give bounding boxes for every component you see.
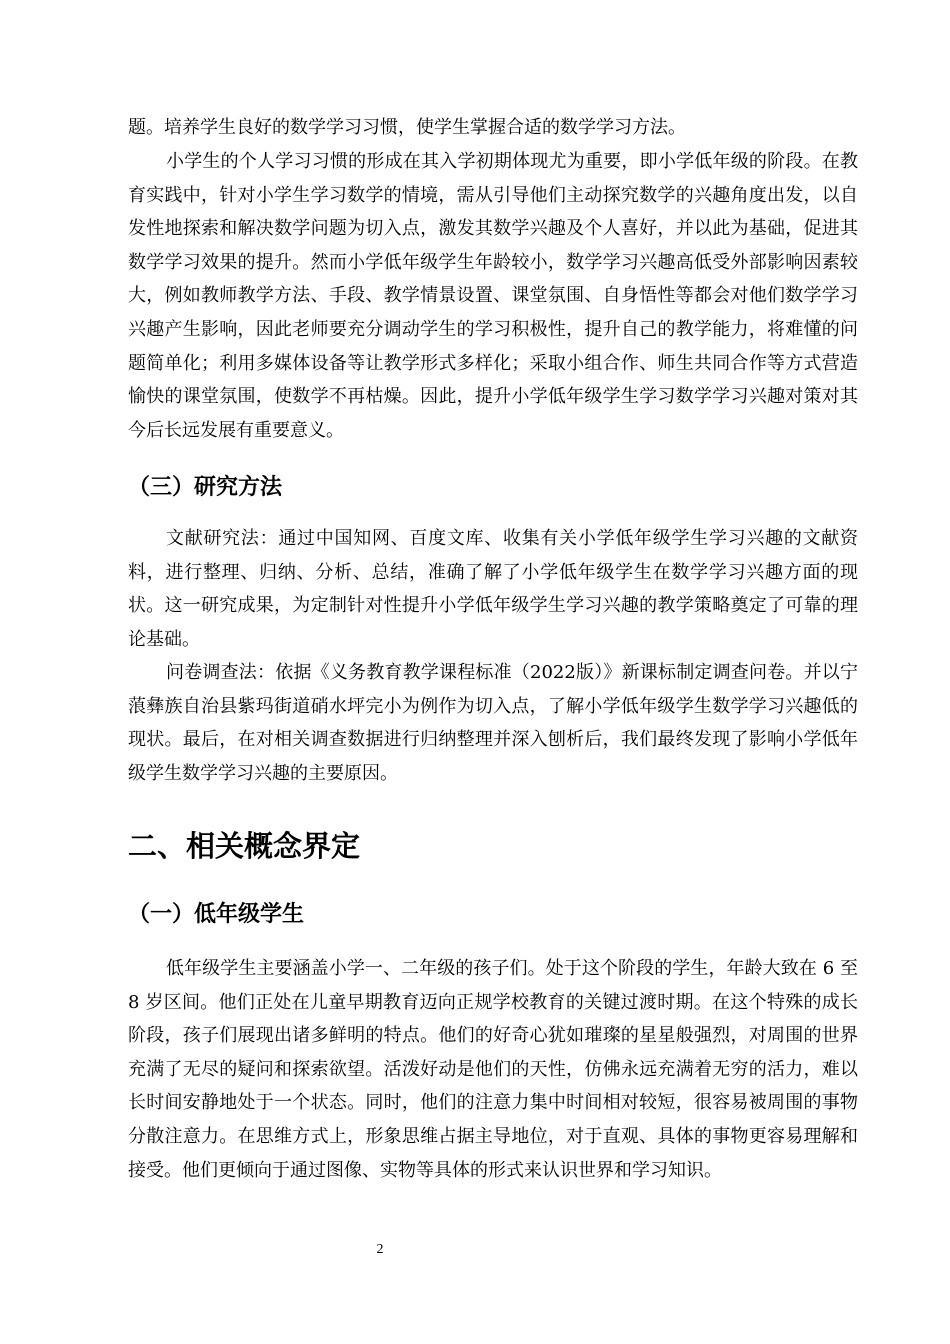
page-number: 2: [376, 1242, 384, 1257]
paragraph-intro-end: 题。培养学生良好的数学学习习惯，使学生掌握合适的数学学习方法。: [128, 117, 686, 138]
paragraph-literature-method: 文献研究法：通过中国知网、百度文库、收集有关小学低年级学生学习兴趣的文献资料，进行整理、归纳、分析、总结，准确了解了小学低年级学生在数学学习兴趣方面的现状。这一研究成果，为定制针对性提升小学低年级学生学习兴趣的教学策略奠定了可靠的理论基础。: [128, 528, 858, 650]
paragraph-questionnaire-method: 问卷调查法：依据《义务教育教学课程标准（2022版）》新课标制定调查问卷。并以宁蒗彝族自治县紫玛街道硝水坪完小为例作为切入点，了解小学低年级学生数学学习兴趣低的现状。最后，在对相关调查数据进行归纳整理并深入刨析后，我们最终发现了影响小学低年级学生数学学习兴趣的主要原因。: [128, 662, 858, 784]
paragraph-low-grade-definition: 低年级学生主要涵盖小学一、二年级的孩子们。处于这个阶段的学生，年龄大致在 6 至 8 岁区间。他们正处在儿童早期教育迈向正规学校教育的关键过渡时期。在这个特殊的成长阶段，孩子们展现出诸多鲜明的特点。他们的好奇心犹如璀璨的星星般强烈，对周围的世界充满了无尽的疑问和探索欲望。活泼好动是他们的天性，仿佛永远充满着无穷的活力，难以长时间安静地处于一个状态。同时，他们的注意力集中时间相对较短，很容易被周围的事物分散注意力。在思维方式上，形象思维占据主导地位，对于直观、具体的事物更容易理解和接受。他们更倾向于通过图像、实物等具体的形式来认识世界和学习知识。: [128, 958, 858, 1181]
chapter-heading-concepts: 二、相关概念界定: [128, 829, 361, 863]
section-heading-low-grade-students: （一）低年级学生: [128, 902, 305, 927]
section-heading-research-method: （三）研究方法: [128, 475, 283, 500]
paragraph-learning-habits: 小学生的个人学习习惯的形成在其入学初期体现尤为重要，即小学低年级的阶段。在教育实践中，针对小学生学习数学的情境，需从引导他们主动探究数学的兴趣角度出发，以自发性地探索和解决数学问题为切入点，激发其数学兴趣及个人喜好，并以此为基础，促进其数学学习效果的提升。然而小学低年级学生年龄较小，数学学习兴趣高低受外部影响因素较大，例如教师教学方法、手段、教学情景设置、课堂氛围、自身悟性等都会对他们数学学习兴趣产生影响，因此老师要充分调动学生的学习积极性，提升自己的教学能力，将难懂的问题简单化；利用多媒体设备等让教学形式多样化；采取小组合作、师生共同合作等方式营造愉快的课堂氛围，使数学不再枯燥。因此，提升小学低年级学生学习数学学习兴趣对策对其今后长远发展有重要意义。: [128, 151, 858, 441]
